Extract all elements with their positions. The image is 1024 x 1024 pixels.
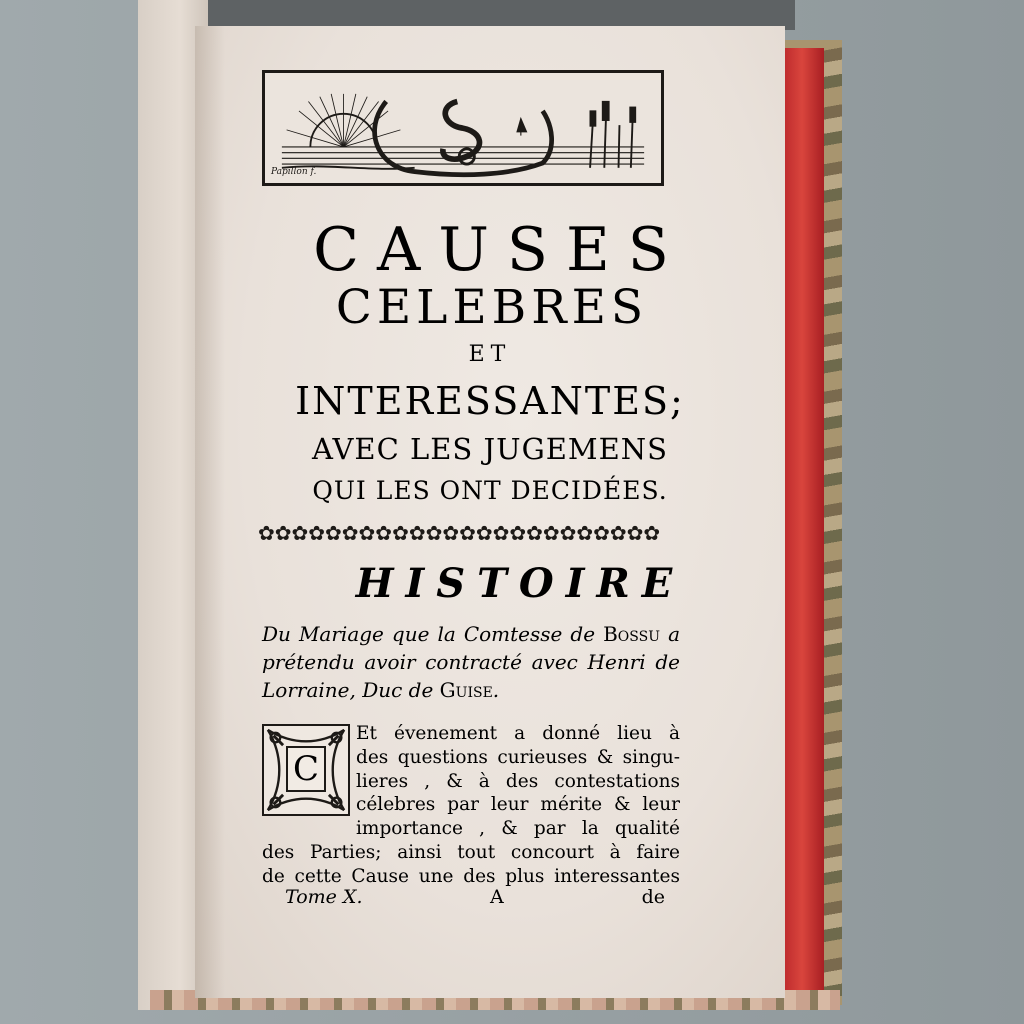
- woodcut-vignette: [262, 70, 664, 186]
- subtitle-part-1: Du Mariage que la Comtesse de: [262, 622, 604, 646]
- subtitle-part-3: .: [492, 678, 500, 702]
- ornamental-rule: ✿✿✿✿✿✿✿✿✿✿✿✿✿✿✿✿✿✿✿✿✿✿✿✿: [258, 521, 661, 545]
- body-line: lieres , & à des contestations: [356, 770, 680, 792]
- red-page-edge: [780, 48, 824, 998]
- body-line: des Parties; ainsi tout concourt à faire: [262, 841, 680, 863]
- title-line-et: ET: [468, 342, 512, 367]
- chapter-subtitle: [262, 620, 680, 704]
- artist-signature: Papillon f.: [271, 167, 317, 177]
- body-line: Et évenement a donné lieu à: [356, 723, 680, 744]
- subtitle-name-guise: Guise: [439, 678, 493, 702]
- body-line: importance , & par la qualité: [356, 818, 680, 840]
- page-footer: [285, 884, 665, 910]
- title-line-avec-les-jugemens: AVEC LES JUGEMENS: [311, 432, 669, 466]
- volume-label: Tome X.: [285, 886, 363, 908]
- page-gutter-shadow: [195, 26, 225, 998]
- catchword: de: [641, 886, 665, 908]
- body-line: célebres par leur mérite & leur: [356, 794, 680, 816]
- subtitle-part-2: a prétendu avoir contracté avec Henri de Lorraine, Duc de: [262, 622, 680, 702]
- body-line: de cette Cause une des plus interessantes: [262, 865, 680, 887]
- title-line-qui-les-ont-decidees: QUI LES ONT DECIDÉES.: [312, 476, 668, 505]
- section-heading: HISTOIRE: [355, 560, 685, 607]
- drop-cap-letter: C: [286, 746, 326, 792]
- title-line-celebres: CELEBRES: [335, 280, 649, 335]
- body-line: des questions curieuses & singu-: [356, 746, 680, 768]
- subtitle-name-bossu: Bossu: [603, 622, 661, 646]
- body-paragraph: [262, 722, 680, 889]
- signature-mark: A: [490, 886, 504, 908]
- dolphin-sunrise-illustration: [265, 73, 661, 183]
- title-line-causes: CAUSES: [313, 215, 687, 285]
- title-line-interessantes: INTERESSANTES;: [295, 379, 685, 423]
